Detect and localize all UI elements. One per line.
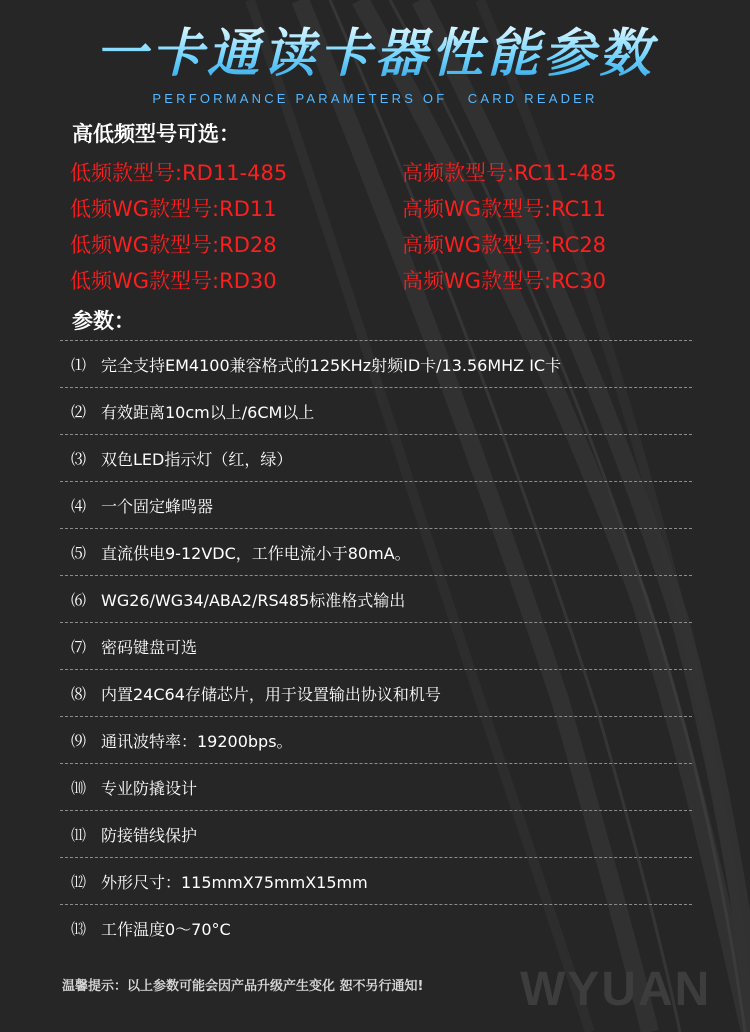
- low-frequency-model: 低频WG款型号:RD11: [70, 197, 277, 221]
- param-number: ⑻: [71, 684, 87, 703]
- high-frequency-model: 高频WG款型号:RC11: [402, 197, 607, 221]
- param-text: 通讯波特率：19200bps。: [101, 731, 293, 751]
- param-number: ⑿: [71, 872, 87, 891]
- param-text: 一个固定蜂鸣器: [101, 496, 214, 516]
- param-text: 有效距离10cm以上/6CM以上: [101, 402, 315, 422]
- footer-note: 温馨提示：以上参数可能会因产品升级产生变化 恕不另行通知!: [62, 979, 424, 994]
- param-text: 直流供电9-12VDC，工作电流小于80mA。: [101, 543, 411, 563]
- param-number: ⑾: [71, 825, 87, 844]
- param-number: ⑽: [71, 778, 87, 797]
- param-item: [60, 575, 692, 622]
- param-number: ⑴: [71, 355, 87, 374]
- param-text: WG26/WG34/ABA2/RS485标准格式输出: [101, 590, 406, 610]
- param-item: [60, 622, 692, 669]
- param-item: [60, 857, 692, 904]
- page-subtitle: PERFORMANCE PARAMETERS OF CARD READER: [152, 91, 598, 106]
- param-number: ⑷: [71, 496, 87, 515]
- high-frequency-model: 高频WG款型号:RC28: [402, 233, 607, 257]
- param-item: [60, 669, 692, 716]
- param-number: ⑹: [71, 590, 87, 609]
- params-heading: 参数：: [72, 309, 135, 333]
- param-text: 内置24C64存储芯片，用于设置输出协议和机号: [101, 684, 441, 704]
- page-title: 一卡通读卡器性能参数: [0, 22, 750, 86]
- param-number: ⑸: [71, 543, 87, 562]
- param-number: ⑺: [71, 637, 87, 656]
- param-item: [60, 810, 692, 857]
- param-text: 密码键盘可选: [101, 637, 198, 657]
- high-frequency-model: 高频WG款型号:RC30: [402, 269, 607, 293]
- param-item: [60, 340, 692, 387]
- model-row: [70, 190, 710, 226]
- param-number: ⑶: [71, 449, 87, 468]
- low-frequency-model: 低频款型号:RD11-485: [70, 161, 288, 185]
- high-frequency-model: 高频款型号:RC11-485: [402, 161, 617, 185]
- param-text: 防接错线保护: [101, 825, 198, 845]
- param-text: 完全支持EM4100兼容格式的125KHz射频ID卡/13.56MHZ IC卡: [101, 355, 562, 375]
- brand-watermark: WYUAN: [520, 963, 712, 1016]
- param-list: [60, 340, 692, 951]
- model-list: [70, 154, 710, 298]
- param-text: 工作温度0～70°C: [101, 919, 231, 939]
- param-item: [60, 716, 692, 763]
- param-item: [60, 528, 692, 575]
- low-frequency-model: 低频WG款型号:RD30: [70, 269, 277, 293]
- param-item: [60, 763, 692, 810]
- param-number: ⒀: [71, 919, 87, 938]
- model-row: [70, 262, 710, 298]
- model-row: [70, 226, 710, 262]
- models-heading: 高低频型号可选：: [72, 122, 240, 146]
- param-item: [60, 904, 692, 951]
- param-text: 外形尺寸：115mmX75mmX15mm: [101, 872, 368, 892]
- low-frequency-model: 低频WG款型号:RD28: [70, 233, 277, 257]
- param-item: [60, 481, 692, 528]
- param-text: 双色LED指示灯（红，绿）: [101, 449, 293, 469]
- param-text: 专业防撬设计: [101, 778, 198, 798]
- param-number: ⑼: [71, 731, 87, 750]
- param-item: [60, 434, 692, 481]
- param-item: [60, 387, 692, 434]
- model-row: [70, 154, 710, 190]
- param-number: ⑵: [71, 402, 87, 421]
